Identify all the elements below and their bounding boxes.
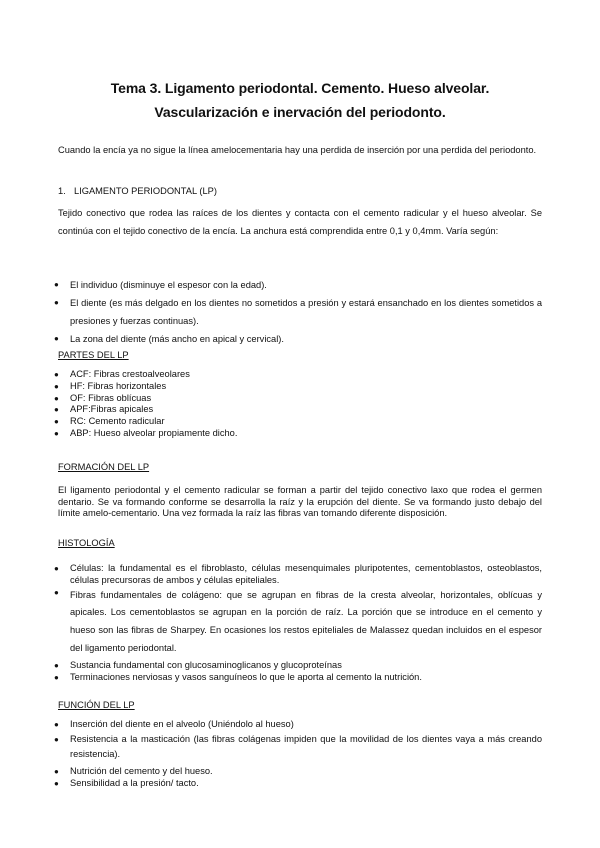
- list-item: ● Terminaciones nerviosas y vasos sanguíneos lo que le aporta al cemento la nutrición.: [54, 671, 422, 682]
- funcion-list: [54, 719, 542, 789]
- bullet-icon: ●: [54, 587, 59, 597]
- list-item: ● El individuo (disminuye el espesor con la edad).: [54, 276, 542, 294]
- section-1-number: 1.: [58, 186, 66, 196]
- list-item: ● RC: Cemento radicular: [54, 416, 165, 427]
- bullet-icon: ●: [54, 428, 59, 438]
- list-item: ● Nutrición del cemento y del hueso.: [54, 765, 213, 776]
- bullet-icon: ●: [54, 734, 59, 744]
- funcion-heading: FUNCIÓN DEL LP: [58, 700, 135, 710]
- list-item: ● ACF: Fibras crestoalveolares: [54, 369, 190, 379]
- list-item: ● ABP: Hueso alveolar propiamente dicho.: [54, 427, 238, 438]
- list-item: ● Inserción del diente en el alveolo (Uniéndolo al hueso): [54, 719, 294, 729]
- histologia-list: [54, 563, 542, 683]
- partes-heading: PARTES DEL LP: [58, 350, 129, 360]
- list-item: ● Sustancia fundamental con glucosaminoglicanos y glucoproteínas: [54, 659, 342, 670]
- bullet-icon: ●: [54, 672, 59, 682]
- section-1-title: LIGAMENTO PERIODONTAL (LP): [74, 186, 217, 196]
- list-item: ● Fibras fundamentales de colágeno: que se agrupan en fibras de la cresta alveolar, horizontales, oblícuas y apicales. Los cementoblastos se agrupan en la porción de raíz. La porción que se introduce en el cemento y hueso son las fibras de Sharpey. En ocasiones los restos epiteliales de Malassez quedan incluidos en el espesor del ligamento periodontal.: [54, 587, 542, 658]
- list-item: ● Sensibilidad a la presión/ tacto.: [54, 777, 199, 788]
- list-item: ● OF: Fibras oblícuas: [54, 392, 152, 403]
- bullet-icon: ●: [54, 720, 59, 729]
- bullet-icon: ●: [54, 298, 59, 307]
- list-item: ● La zona del diente (más ancho en apical y cervical).: [54, 330, 542, 348]
- histologia-heading: HISTOLOGÍA: [58, 538, 115, 548]
- formacion-paragraph: El ligamento periodontal y el cemento radicular se forman a partir del tejido conectivo laxo que rodea el germen dentario. Se va formando conforme se desarrolla la raíz y la erupción del diente. Se va formando justo debajo del límite amelo-cementario. Una vez formada la raíz las fibras van tomando diferente disposición.: [58, 485, 542, 518]
- list-item: ● Resistencia a la masticación (las fibras colágenas impiden que la movilidad de los dientes vaya a más creando resistencia).: [54, 733, 542, 760]
- list-item: ● APF:Fibras apicales: [54, 404, 154, 415]
- list-item: ● El diente (es más delgado en los dientes no sometidos a presión y estará ensanchado en los dientes sometidos a presiones y fuerzas continuas).: [54, 294, 542, 330]
- list-item: ● HF: Fibras horizontales: [54, 380, 167, 391]
- bullet-icon: ●: [54, 334, 59, 343]
- bullet-icon: ●: [54, 405, 59, 415]
- bullet-icon: ●: [54, 766, 59, 776]
- section-1-heading: [58, 186, 217, 196]
- partes-list: [54, 369, 542, 440]
- formacion-heading: FORMACIÓN DEL LP: [58, 462, 150, 472]
- bullet-icon: ●: [54, 370, 59, 379]
- varia-list: [54, 276, 542, 348]
- intro-paragraph: Cuando la encía ya no sigue la línea amelocementaria hay una perdida de inserción por una perdida del periodonto.: [58, 145, 537, 155]
- bullet-icon: ●: [54, 660, 59, 670]
- definition-paragraph: Tejido conectivo que rodea las raíces de los dientes y contacta con el cemento radicular y el hueso alveolar. Se continúa con el tejido conectivo de la encía. La anchura está comprendida entre 0,1 y 0,4mm. Varía según:: [58, 208, 542, 236]
- bullet-icon: ●: [54, 381, 59, 391]
- list-item: ● Células: la fundamental es el fibroblasto, células mesenquimales pluripotentes, cementoblastos, osteoblastos, células precursoras de ambos y células epiteliales.: [54, 563, 542, 585]
- title-line-2: Vascularización e inervación del periodonto.: [154, 104, 446, 120]
- bullet-icon: ●: [54, 564, 59, 573]
- bullet-icon: ●: [54, 778, 59, 788]
- title-line-1: Tema 3. Ligamento periodontal. Cemento. Hueso alveolar.: [110, 80, 490, 96]
- bullet-icon: ●: [54, 280, 59, 289]
- bullet-icon: ●: [54, 393, 59, 403]
- bullet-icon: ●: [54, 417, 59, 427]
